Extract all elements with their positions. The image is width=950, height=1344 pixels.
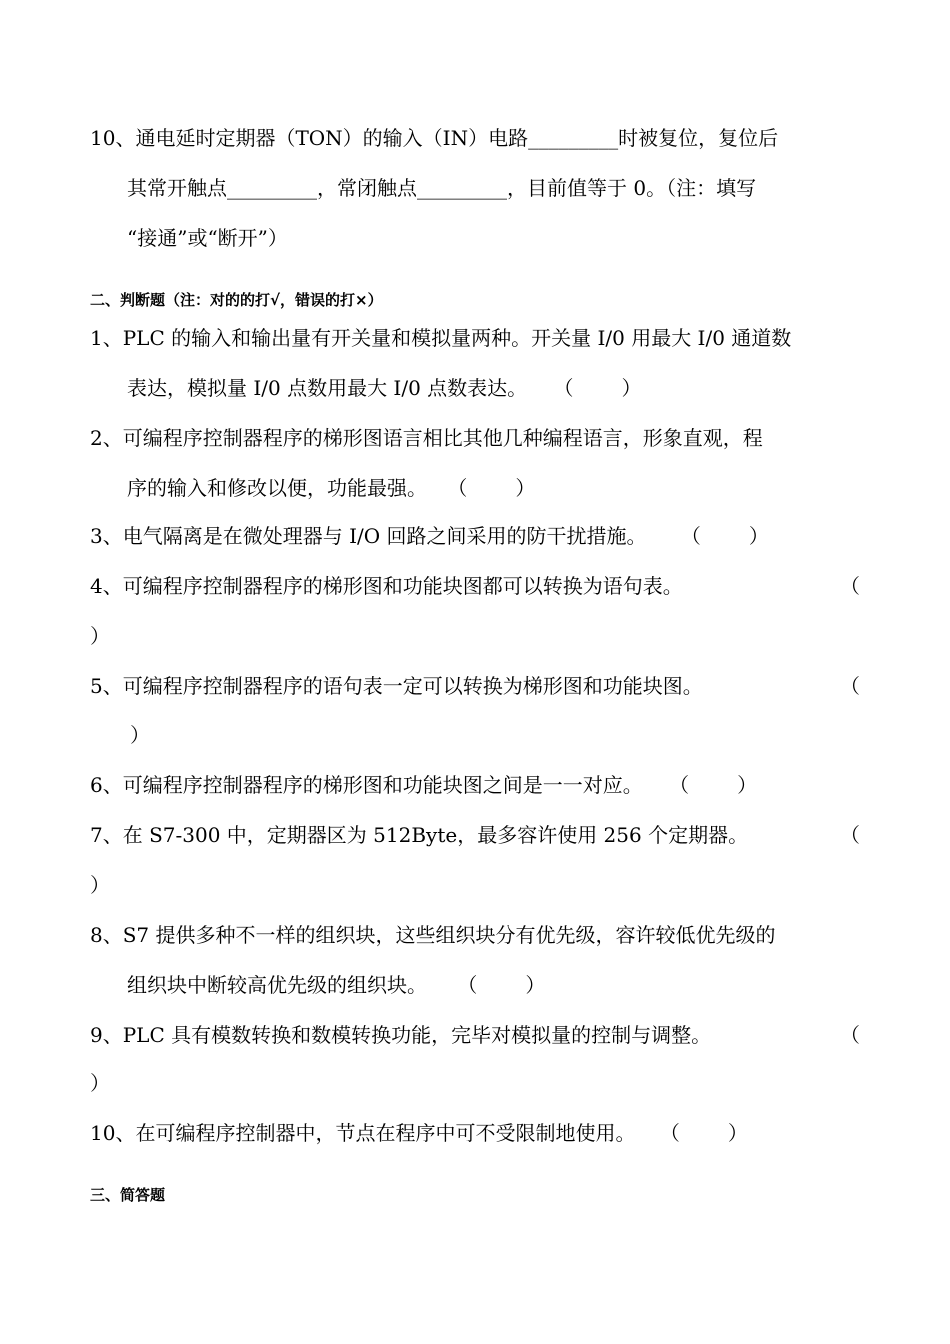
- question-text: 9、PLC 具有模数转换和数模转换功能，完毕对模拟量的控制与调整。: [90, 1023, 712, 1047]
- answer-paren-close: ）: [748, 524, 769, 548]
- judge-question-6-line-1: [90, 772, 860, 798]
- judge-question-1-line-1: [90, 325, 860, 351]
- answer-blank: _________: [417, 176, 507, 200]
- question-text: 时被复位，复位后: [618, 126, 779, 150]
- fill-question-10-line-1: [90, 125, 860, 151]
- fill-question-10-line-3: [127, 225, 860, 251]
- judge-question-8-line-1: [90, 922, 860, 948]
- judge-question-7-line-2: [90, 872, 860, 898]
- answer-paren-close: ）: [737, 773, 758, 797]
- answer-paren-close: ）: [515, 476, 536, 500]
- question-text: 1、PLC 的输入和输出量有开关量和模拟量两种。开关量 I/0 用最大 I/0 通道数: [90, 326, 792, 350]
- question-text: 7、在 S7-300 中，定期器区为 512Byte，最多容许使用 256 个定期器。: [90, 823, 749, 847]
- judge-question-1-line-2: [127, 375, 860, 401]
- judge-question-2-line-2: [127, 475, 860, 501]
- judge-question-4-line-2: [90, 623, 860, 649]
- question-text: 序的输入和修改以便，功能最强。: [127, 476, 427, 500]
- judge-question-8-line-2: [127, 972, 860, 998]
- question-text: 组织块中断较高优先级的组织块。: [127, 973, 427, 997]
- answer-paren-open: （: [840, 574, 860, 598]
- question-text: “接通”或“断开”）: [127, 226, 288, 250]
- answer-paren-open: （: [553, 376, 574, 400]
- section-heading-judgement: 二、判断题（注：对的的打√，错误的打×）: [90, 291, 383, 309]
- question-text: ，目前值等于 0。（注：填写: [507, 176, 757, 200]
- question-text: 3、电气隔离是在微处理器与 I/O 回路之间采用的防干扰措施。: [90, 524, 647, 548]
- judge-question-2-line-1: [90, 425, 860, 451]
- question-text: 6、可编程序控制器程序的梯形图和功能块图之间是一一对应。: [90, 773, 643, 797]
- answer-paren-close: ）: [621, 376, 642, 400]
- answer-paren-open: （: [669, 773, 690, 797]
- answer-paren-open: （: [840, 1023, 860, 1047]
- answer-paren-close: ）: [90, 1071, 110, 1095]
- question-text: 10、通电延时定期器（TON）的输入（IN）电路: [90, 126, 529, 150]
- answer-paren-open: （: [840, 823, 860, 847]
- question-text: 10、在可编程序控制器中，节点在程序中可不受限制地使用。: [90, 1121, 636, 1145]
- answer-paren-open: （: [457, 973, 478, 997]
- answer-paren-close: ）: [130, 723, 150, 747]
- answer-paren-close: ）: [90, 873, 110, 897]
- judge-question-4-line-1: [90, 573, 860, 599]
- answer-paren-close: ）: [525, 973, 546, 997]
- answer-blank: _________: [227, 176, 317, 200]
- answer-paren-close: ）: [90, 624, 110, 648]
- answer-paren-open: （: [840, 674, 860, 698]
- judge-question-9-line-1: [90, 1022, 860, 1048]
- judge-question-5-line-1: [90, 673, 860, 699]
- question-text: 8、S7 提供多种不一样的组织块，这些组织块分有优先级，容许较低优先级的: [90, 923, 776, 947]
- question-text: ，常闭触点: [317, 176, 417, 200]
- answer-paren-open: （: [659, 1121, 680, 1145]
- judge-question-3-line-1: [90, 523, 860, 549]
- answer-paren-open: （: [447, 476, 468, 500]
- question-text: 表达，模拟量 I/0 点数用最大 I/0 点数表达。: [127, 376, 528, 400]
- question-text: 2、可编程序控制器程序的梯形图语言相比其他几种编程语言，形象直观，程: [90, 426, 763, 450]
- judge-question-5-line-2: [130, 722, 863, 748]
- fill-question-10-line-2: [127, 175, 860, 201]
- section-heading-short-answer: 三、简答题: [90, 1186, 166, 1204]
- question-text: 4、可编程序控制器程序的梯形图和功能块图都可以转换为语句表。: [90, 574, 683, 598]
- answer-paren-close: ）: [727, 1121, 748, 1145]
- judge-question-10-line-1: [90, 1120, 860, 1146]
- answer-paren-open: （: [680, 524, 701, 548]
- judge-question-9-line-2: [90, 1070, 860, 1096]
- question-text: 5、可编程序控制器程序的语句表一定可以转换为梯形图和功能块图。: [90, 674, 703, 698]
- judge-question-7-line-1: [90, 822, 860, 848]
- answer-blank: _________: [528, 126, 619, 150]
- question-text: 其常开触点: [127, 176, 227, 200]
